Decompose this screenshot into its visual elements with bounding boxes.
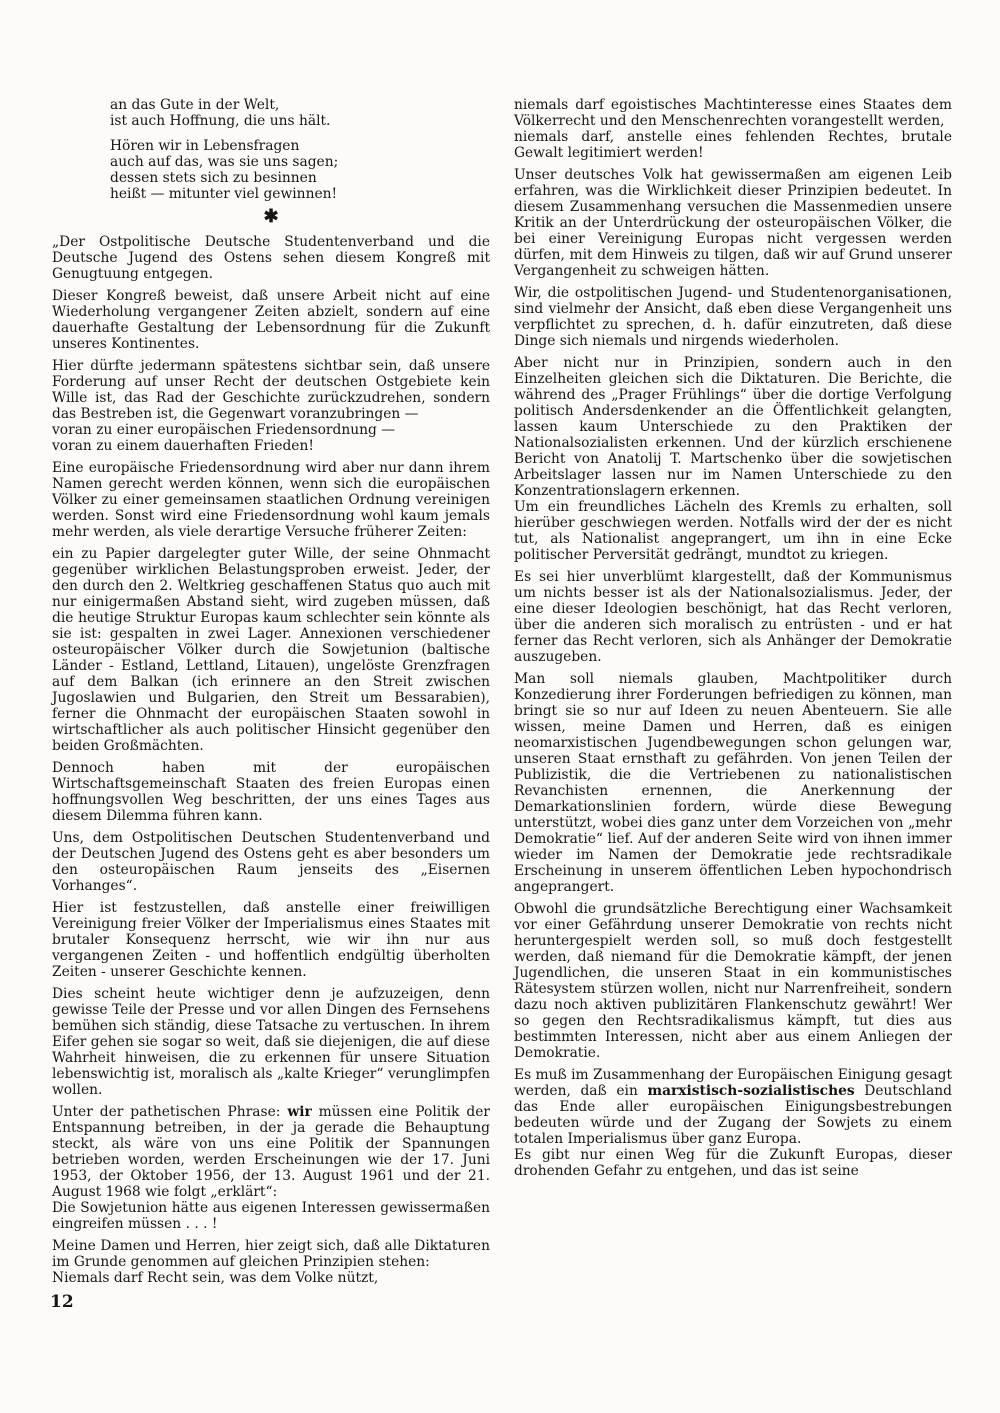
paragraph: Hier ist festzustellen, daß anstelle einer freiwilligen Vereinigung freier Völker der Imperialismus eines Staates mit brutaler Konsequenz herrscht, wie wir ihn nur aus vergangenen Zeiten - und hoffentlich endgültig überholten Zeiten - unserer Geschichte kennen.	[52, 899, 490, 980]
paragraph: Dies scheint heute wichtiger denn je aufzuzeigen, denn gewisse Teile der Presse und vor allen Dingen des Fernsehens bemühen sich ständig, diese Tatsache zu vertuschen. In ihrem Eifer gehen sie sogar so weit, daß sie diejenigen, die auf diese Wahrheit hinweisen, die zu erkennen für unsere Situation lebenswichtig ist, moralisch als „kalte Krieger“ verunglimpfen wollen.	[52, 985, 490, 1098]
right-column	[514, 97, 952, 1286]
paragraph: Wir, die ostpolitischen Jugend- und Studentenorganisationen, sind vielmehr der Ansicht, daß eben diese Vergangenheit uns verpflichtet zu sprechen, d. h. dafür einzutreten, daß diese Dinge sich niemals und nirgends wiederholen.	[514, 285, 952, 349]
paragraph: Uns, dem Ostpolitischen Deutschen Studentenverband und der Deutschen Jugend des Ostens geht es aber besonders um den osteuropäischen Raum jenseits des „Eisernen Vorhanges“.	[52, 829, 490, 894]
paragraph: Hier dürfte jedermann spätestens sichtbar sein, daß unsere Forderung auf unser Recht der deutschen Ostgebiete kein Wille ist, das Rad der Geschichte zurückzudrehen, sondern das Bestreben ist, die Gegenwart voranzubringen —	[52, 357, 490, 422]
verse-line: ist auch Hoffnung, die uns hält.	[110, 113, 331, 129]
paragraph-text: Es muß im Zusammenhang der Europäischen Einigung gesagt werden, daß ein	[514, 1067, 952, 1099]
paragraph: Um ein freundliches Lächeln des Kremls zu erhalten, soll hierüber geschwiegen werden. Notfalls wird der der es nicht tut, als Nationalist angeprangert, um ihn in eine Ecke politischer Perversität gedrängt, mundtot zu kriegen.	[514, 499, 952, 563]
paragraph: Es gibt nur einen Weg für die Zukunft Europas, dieser drohenden Gefahr zu entgehen, und das ist seine	[514, 1147, 952, 1179]
section-separator-asterisk: ✱	[263, 206, 279, 227]
verse-line: auch auf das, was sie uns sagen;	[110, 154, 339, 170]
paragraph: Unser deutsches Volk hat gewissermaßen am eigenen Leib erfahren, was die Wirklichkeit dieser Prinzipien bedeutet. In diesem Zusammenhang versuchen die Massenmedien unsere Kritik an der Unterdrückung der osteuropäischen Völker, die bei einer Vereinigung Europas nicht vergessen werden dürfen, mit dem Hinweis zu tilgen, daß wir auf Grund unserer Vergangenheit zu schweigen hätten.	[514, 167, 952, 279]
paragraph: Dennoch haben mit der europäischen Wirtschaftsgemeinschaft Staaten des freien Europas einen hoffnungsvollen Weg beschritten, der uns eines Tages aus diesem Dilemma führen kann.	[52, 759, 490, 824]
paragraph: Es sei hier unverblümt klargestellt, daß der Kommunismus um nichts besser ist als der Nationalsozialismus. Jeder, der eine dieser Ideologien beschönigt, hat das Recht verloren, über die anderen sich moralisch zu entrüsten - und er hat ferner das Recht verloren, sich als Anhänger der Demokratie auszugeben.	[514, 569, 952, 665]
paragraph: voran zu einer europäischen Friedensordnung —	[52, 421, 396, 438]
emphasized-text: marxistisch-sozialistisches	[647, 1083, 855, 1099]
verse-line: heißt — mitunter viel gewinnen!	[110, 186, 338, 202]
paragraph-text: Deutschland das Ende aller europäischen Einigungsbestrebungen bedeuten würde und der Zugang der Sowjets zu einem totalen Imperialismus über ganz Europa.	[514, 1083, 953, 1147]
paragraph	[52, 1104, 490, 1200]
paragraph: Meine Damen und Herren, hier zeigt sich, daß alle Diktaturen im Grunde genommen auf gleichen Prinzipien stehen:	[52, 1237, 490, 1270]
paragraph-text: Unter der pathetischen Phrase:	[52, 1103, 288, 1120]
paragraph: Dieser Kongreß beweist, daß unsere Arbeit nicht auf eine Wiederholung vergangener Zeiten abzielt, sondern auf eine dauerhafte Gestaltung der Lebensordnung für die Zukunft unseres Kontinentes.	[52, 287, 490, 352]
paragraph: Aber nicht nur in Prinzipien, sondern auch in den Einzelheiten gleichen sich die Diktaturen. Die Berichte, die während des „Prager Frühlings“ über die dortige Verfolgung politisch Andersdenkender an die Öffentlichkeit gelangten, lassen kaum Unterschiede zu den Praktiken der Nationalsozialisten erkennen. Und der kürzlich erschienene Bericht von Anatolij T. Martschenko über die sowjetischen Arbeitslager lassen nur im Namen Unterschiede zu den Konzentrationslagern erkennen.	[514, 355, 952, 499]
paragraph: Obwohl die grundsätzliche Berechtigung einer Wachsamkeit vor einer Gefährdung unserer Demokratie von rechts nicht heruntergespielt werden soll, so muß doch festgestellt werden, daß niemand für die Demokratie kämpft, der jenen Jugendlichen, die unseren Staat in ein kommunistisches Rätesystem stürzen wollen, nicht nur Narrenfreiheit, sondern dazu noch aktiven publizitären Flankenschutz gewährt! Wer so gegen den Rechtsradikalismus kämpft, tut dies aus bestimmten Interessen, nicht aber aus einem Anliegen der Demokratie.	[514, 901, 952, 1061]
verse-line: dessen stets sich zu besinnen	[110, 170, 317, 186]
paragraph: Niemals darf Recht sein, was dem Volke nützt,	[52, 1269, 379, 1286]
paragraph: Die Sowjetunion hätte aus eigenen Interessen gewissermaßen eingreifen müssen . . . !	[52, 1199, 490, 1232]
paragraph: Man soll niemals glauben, Machtpolitiker durch Konzedierung ihrer Forderungen befriedigen zu können, man bringt sie so nur auf Ideen zu neuen Abenteuern. Sie alle wissen, meine Damen und Herren, daß es einigen neomarxistischen Jugendbewegungen schon gelungen war, unseren Staat ernsthaft zu gefährden. Von jenen Teilen der Publizistik, die die Vertriebenen zu nationalistischen Revanchisten ernennen, die Anerkennung der Demarkationslinien fordern, würde diese Bewegung unterstützt, wobei dies ganz unter dem Vorzeichen von „mehr Demokratie“ lief. Auf der anderen Seite wird von ihnen immer wieder im Namen der Demokratie jede rechtsradikale Erscheinung in unserem öffentlichen Leben hypochondrisch angeprangert.	[514, 671, 952, 895]
paragraph: voran zu einem dauerhaften Frieden!	[52, 437, 314, 454]
verse-block	[52, 97, 490, 202]
page-number: 12	[50, 1292, 74, 1312]
paragraph: niemals darf, anstelle eines fehlenden Rechtes, brutale Gewalt legitimiert werden!	[514, 129, 952, 161]
paragraph-text: müssen eine Politik der Entspannung betreiben, in der ja gerade die Behauptung steckt, als wäre von uns eine Politik der Spannungen betrieben worden, werden Erscheinungen wie der 17. Juni 1953, der Oktober 1956, der 13. August 1961 und der 21. August 1968 wie folgt „erklärt“:	[52, 1103, 490, 1200]
left-column	[52, 97, 490, 1286]
paragraph: ein zu Papier dargelegter guter Wille, der seine Ohnmacht gegenüber wirklichen Belastungsproben erweist. Jeder, der den durch den 2. Weltkrieg geschaffenen Status quo auch mit nur einigermaßen Abstand sieht, wird zugeben müssen, daß die heutige Struktur Europas kaum schlechter sein könnte als sie ist: gespalten in zwei Lager. Annexionen verschiedener osteuropäischer Völker durch die Sowjetunion (baltische Länder - Estland, Lettland, Litauen), ungelöste Grenzfragen auf dem Balkan (ich erinnere an den Streit zwischen Jugoslawien und Bulgarien, den Streit um Bessarabien), ferner die Ohnmacht der europäischen Staaten sowohl in wirtschaftlicher als auch politischer Hinsicht gegenüber den beiden Großmächten.	[52, 545, 490, 754]
paragraph: niemals darf egoistisches Machtinteresse eines Staates dem Völkerrecht und den Menschenrechten vorangestellt werden,	[514, 97, 952, 129]
verse-line: Hören wir in Lebensfragen	[110, 138, 300, 154]
paragraph: Eine europäische Friedensordnung wird aber nur dann ihrem Namen gerecht werden können, wenn sich die europäischen Völker zu einer gemeinsamen staatlichen Ordnung vereinigen werden. Sonst wird eine Friedensordnung wohl kaum jemals mehr werden, als viele derartige Versuche früherer Zeiten:	[52, 459, 490, 540]
paragraph	[514, 1067, 952, 1147]
verse-line: an das Gute in der Welt,	[110, 97, 280, 113]
emphasized-text: wir	[287, 1103, 312, 1120]
paragraph: „Der Ostpolitische Deutsche Studentenverband und die Deutsche Jugend des Ostens sehen diesem Kongreß mit Genugtuung entgegen.	[52, 233, 490, 282]
